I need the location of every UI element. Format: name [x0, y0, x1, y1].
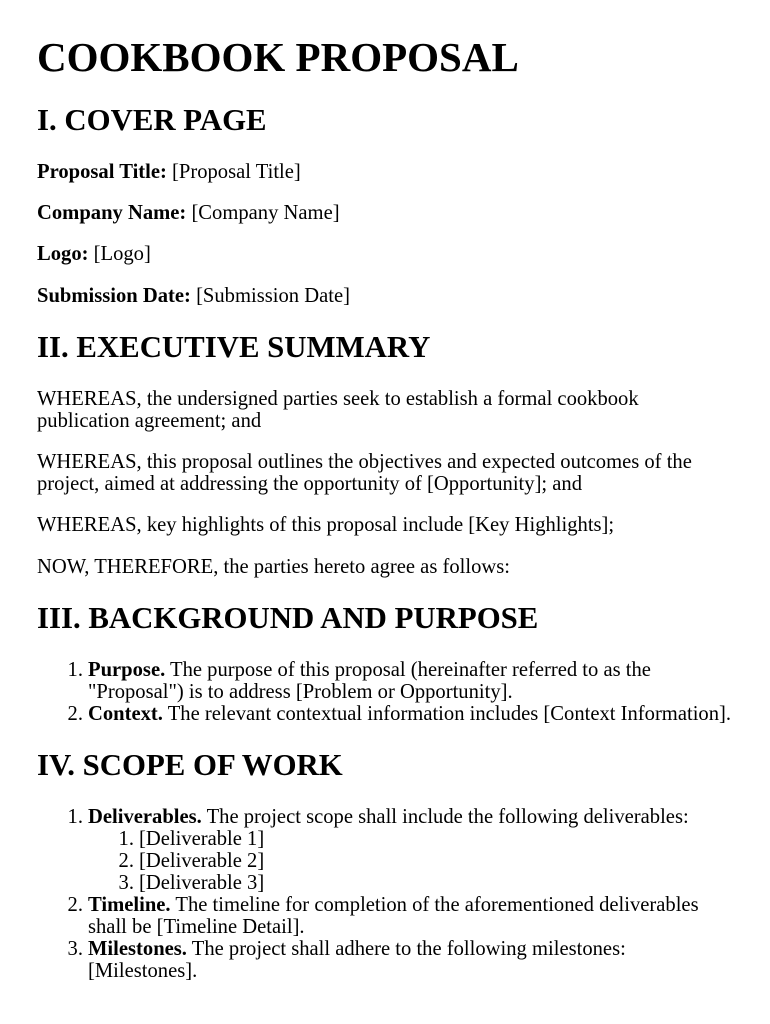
item-text: The timeline for completion of the aforementioned deliverables shall be [Timeline Detail]. — [88, 893, 699, 938]
list-item-timeline — [37, 894, 718, 938]
list-number: 2. — [118, 849, 134, 872]
proposal-title-field — [37, 161, 733, 183]
company-name-field — [37, 202, 733, 224]
document-title: COOKBOOK PROPOSAL — [37, 34, 519, 80]
field-value: [Company Name] — [191, 201, 340, 224]
deliverables-sublist — [88, 828, 718, 894]
logo-field — [37, 243, 733, 265]
list-item-deliverables — [37, 806, 718, 894]
list-number: 2. — [67, 702, 83, 725]
list-number: 1. — [118, 827, 134, 850]
field-label: Proposal Title: — [37, 160, 167, 183]
field-value: [Submission Date] — [196, 284, 350, 307]
field-label: Company Name: — [37, 201, 187, 224]
background-list — [37, 659, 733, 725]
cover-page-heading: I. COVER PAGE — [37, 103, 267, 137]
list-item-purpose — [37, 659, 718, 703]
item-term: Milestones. — [88, 937, 187, 960]
deliverable-text: [Deliverable 2] — [139, 849, 265, 872]
list-number: 2. — [67, 893, 83, 916]
summary-paragraph: NOW, THEREFORE, the parties hereto agree as follows: — [37, 555, 510, 578]
list-number: 3. — [118, 871, 134, 894]
deliverable-text: [Deliverable 1] — [139, 827, 265, 850]
list-number: 1. — [67, 658, 83, 681]
deliverable-item — [88, 828, 718, 850]
scope-of-work-section — [37, 747, 733, 982]
item-text: The relevant contextual information includes [Context Information]. — [167, 702, 732, 725]
item-term: Purpose. — [88, 658, 166, 681]
item-term: Timeline. — [88, 893, 171, 916]
item-text: The project scope shall include the following deliverables: — [206, 805, 689, 828]
item-text: The project shall adhere to the following milestones: [Milestones]. — [88, 937, 626, 982]
item-term: Deliverables. — [88, 805, 202, 828]
submission-date-field — [37, 285, 733, 307]
executive-summary-heading: II. EXECUTIVE SUMMARY — [37, 330, 431, 365]
summary-paragraph: WHEREAS, key highlights of this proposal include [Key Highlights]; — [37, 514, 615, 537]
scope-of-work-heading: IV. SCOPE OF WORK — [37, 748, 343, 783]
cover-page-section — [37, 102, 733, 307]
deliverable-text: [Deliverable 3] — [139, 871, 265, 894]
field-label: Submission Date: — [37, 284, 191, 307]
deliverable-item — [88, 850, 718, 872]
list-number: 3. — [67, 937, 83, 960]
scope-list — [37, 806, 733, 982]
summary-paragraph: WHEREAS, the undersigned parties seek to establish a formal cookbook publication agreement; and — [37, 387, 639, 432]
field-label: Logo: — [37, 243, 89, 266]
field-value: [Proposal Title] — [172, 160, 301, 183]
executive-summary-section — [37, 329, 733, 578]
item-text: The purpose of this proposal (hereinafter referred to as the "Proposal") is to address [Problem or Opportunity]. — [88, 658, 651, 703]
background-purpose-heading: III. BACKGROUND AND PURPOSE — [37, 601, 539, 636]
deliverable-item — [88, 872, 718, 894]
field-value: [Logo] — [93, 243, 151, 266]
list-number: 1. — [67, 805, 83, 828]
summary-paragraph: WHEREAS, this proposal outlines the objectives and expected outcomes of the project, aimed at addressing the opportunity of [Opportunity]; and — [37, 451, 692, 496]
background-purpose-section — [37, 600, 733, 725]
item-term: Context. — [88, 702, 163, 725]
list-item-milestones — [37, 938, 718, 982]
list-item-context — [37, 703, 748, 725]
